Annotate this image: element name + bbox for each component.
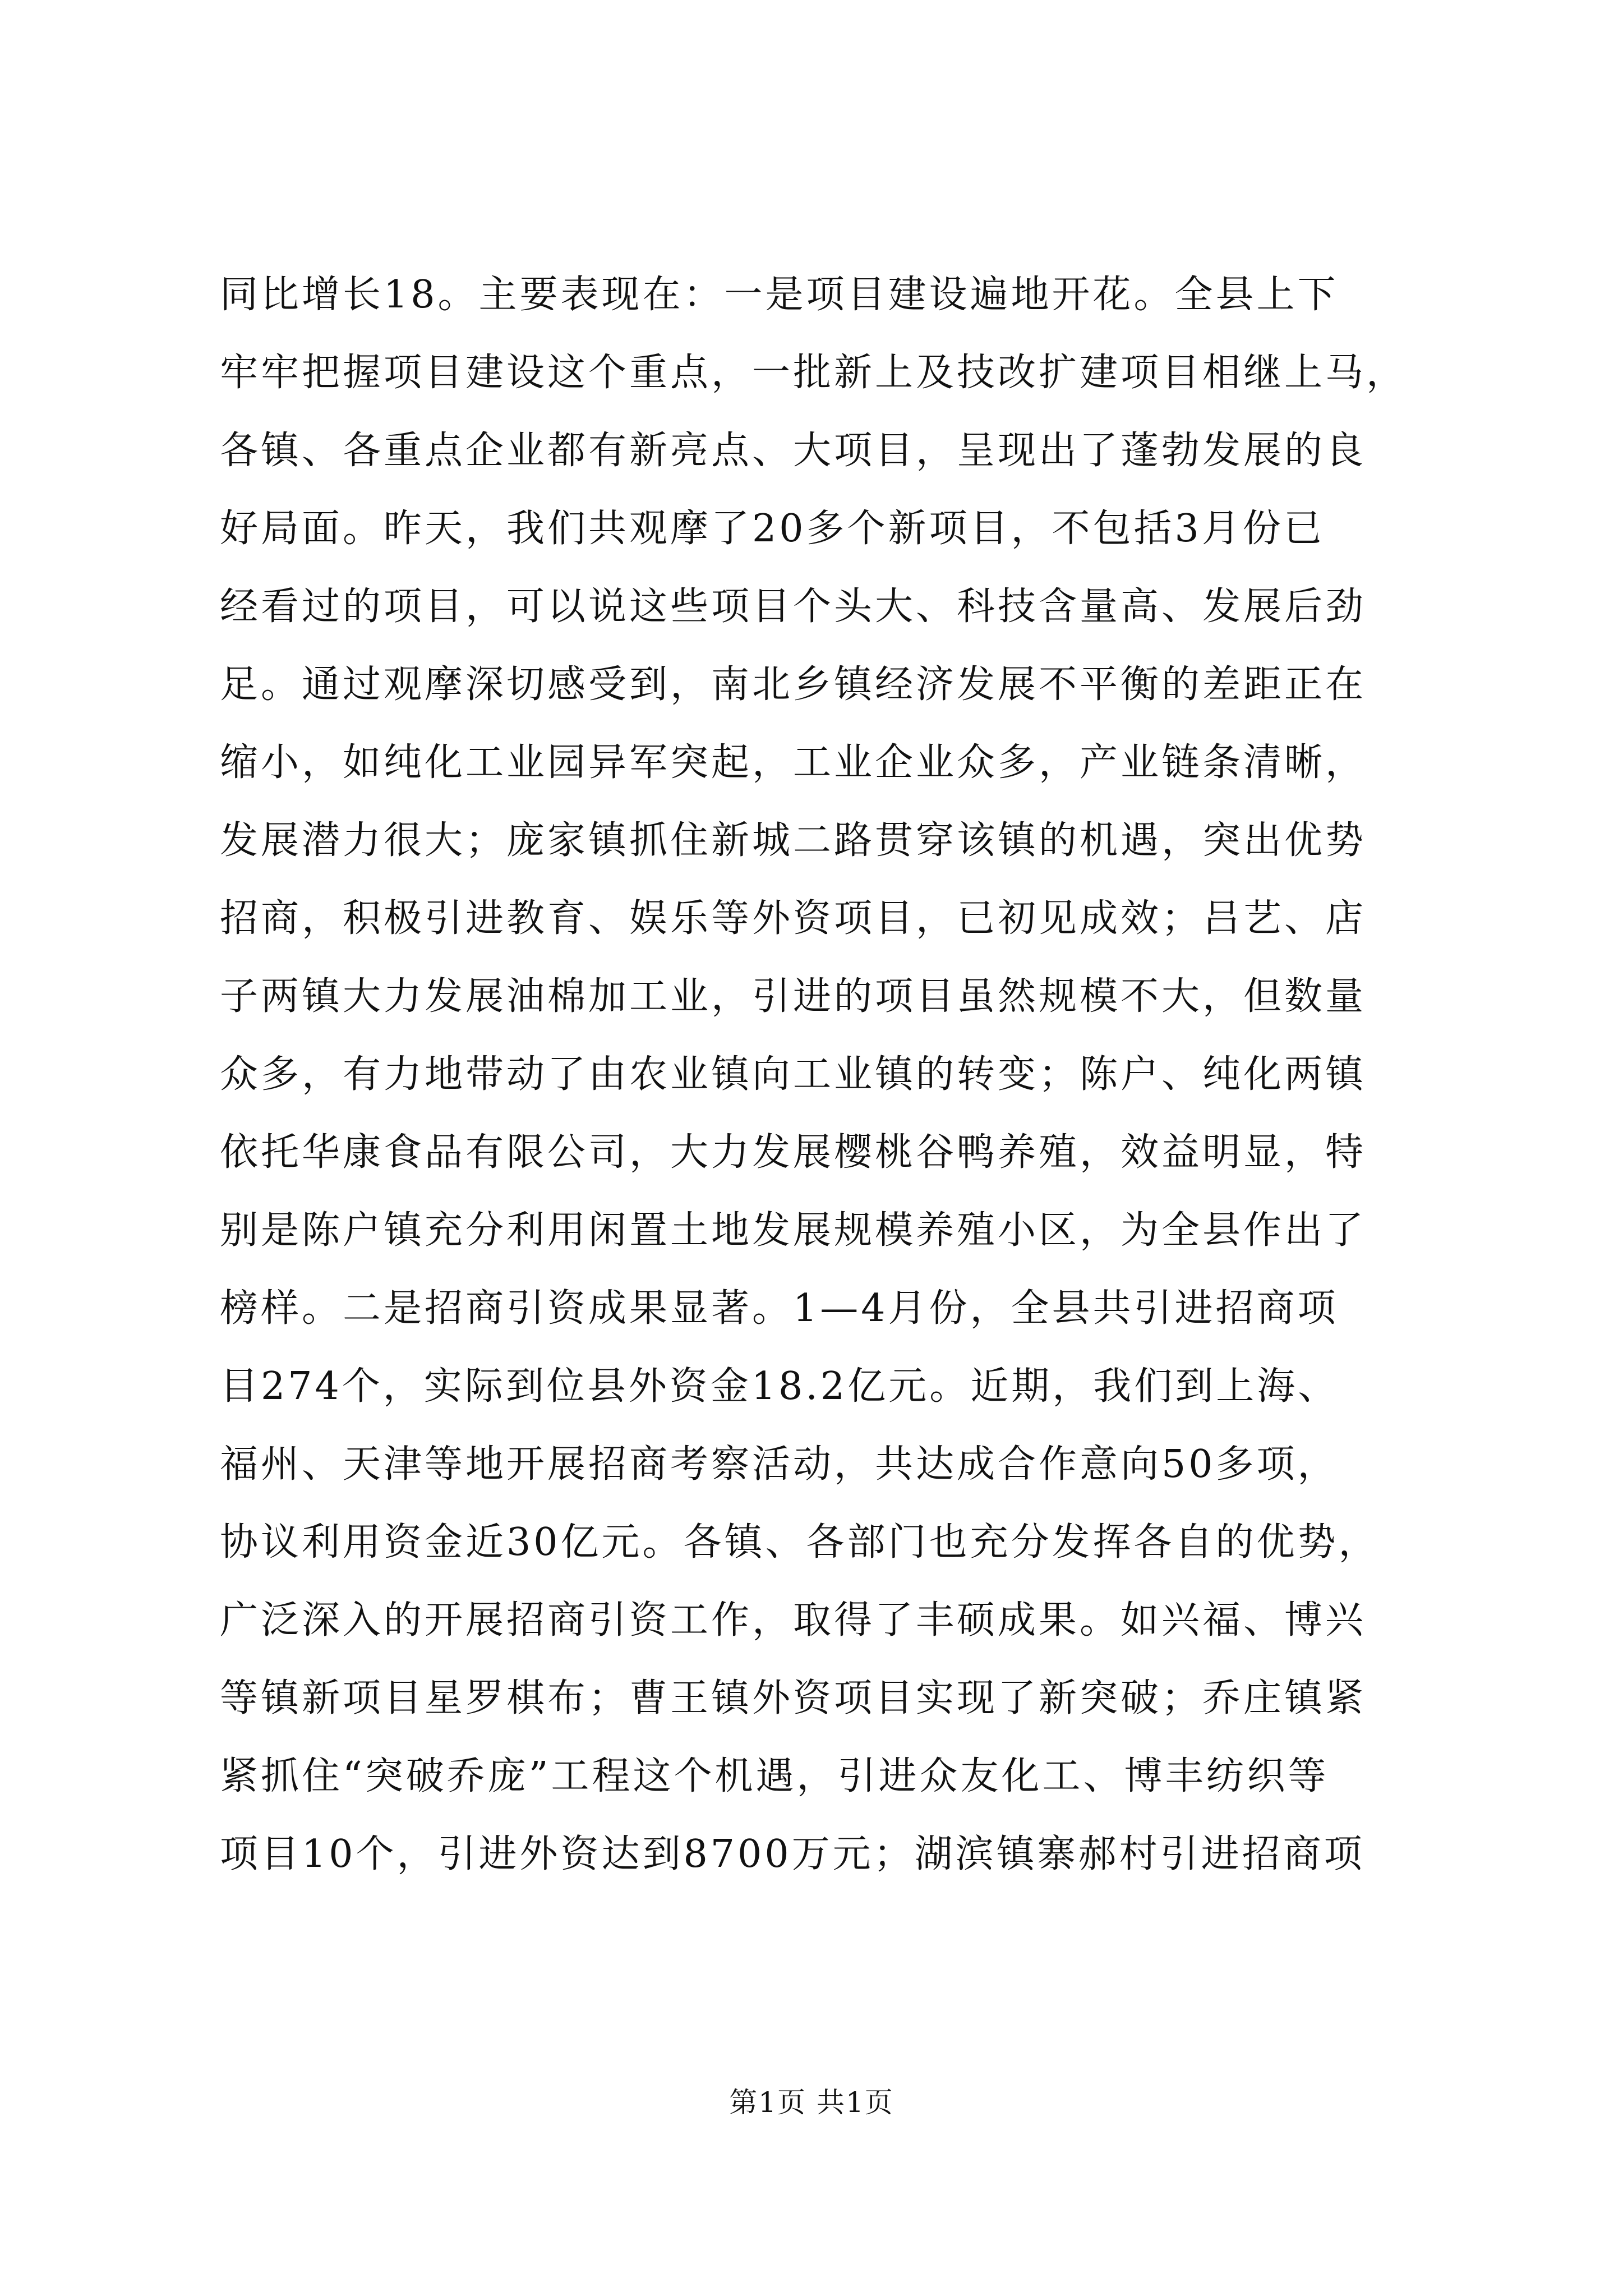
text-line: 广泛深入的开展招商引资工作，取得了丰硕成果。如兴福、博兴 — [220, 1598, 1367, 1642]
text-line: 同比增长18。主要表现在：一是项目建设遍地开花。全县上下 — [220, 273, 1339, 317]
text-line: 牢牢把握项目建设这个重点，一批新上及技改扩建项目相继上马， — [220, 351, 1408, 395]
body-text — [220, 256, 1487, 1893]
text-line: 目274个，实际到位县外资金18.2亿元。近期，我们到上海、 — [220, 1364, 1339, 1409]
text-line: 协议利用资金近30亿元。各镇、各部门也充分发挥各自的优势， — [220, 1520, 1380, 1565]
text-line: 众多，有力地带动了由农业镇向工业镇的转变；陈户、纯化两镇 — [220, 1052, 1367, 1097]
text-line: 紧抓住“突破乔庞”工程这个机遇，引进众友化工、博丰纺织等 — [220, 1754, 1329, 1798]
text-line: 好局面。昨天，我们共观摩了20多个新项目，不包括3月份已 — [220, 507, 1325, 551]
text-line: 等镇新项目星罗棋布；曹王镇外资项目实现了新突破；乔庄镇紧 — [220, 1676, 1367, 1720]
page-number-label: 第1页 共1页 — [729, 2086, 894, 2119]
text-line: 足。通过观摩深切感受到，南北乡镇经济发展不平衡的差距正在 — [220, 662, 1367, 707]
text-line: 经看过的项目，可以说这些项目个头大、科技含量高、发展后劲 — [220, 585, 1367, 629]
text-line: 项目10个，引进外资达到8700万元；湖滨镇寨郝村引进招商项 — [220, 1832, 1365, 1876]
text-line: 榜样。二是招商引资成果显著。1—4月份，全县共引进招商项 — [220, 1286, 1339, 1331]
text-line: 福州、天津等地开展招商考察活动，共达成合作意向50多项， — [220, 1442, 1339, 1487]
text-line: 别是陈户镇充分利用闲置土地发展规模养殖小区，为全县作出了 — [220, 1208, 1367, 1253]
text-line: 招商，积极引进教育、娱乐等外资项目，已初见成效；吕艺、店 — [220, 896, 1367, 941]
text-line: 依托华康食品有限公司，大力发展樱桃谷鸭养殖，效益明显，特 — [220, 1130, 1367, 1175]
text-line: 缩小，如纯化工业园异军突起，工业企业众多，产业链条清晰， — [220, 740, 1367, 785]
text-line: 各镇、各重点企业都有新亮点、大项目，呈现出了蓬勃发展的良 — [220, 429, 1367, 473]
text-line: 发展潜力很大；庞家镇抓住新城二路贯穿该镇的机遇，突出优势 — [220, 818, 1367, 863]
text-line: 子两镇大力发展油棉加工业，引进的项目虽然规模不大，但数量 — [220, 974, 1367, 1019]
page-footer — [0, 2086, 1623, 2119]
